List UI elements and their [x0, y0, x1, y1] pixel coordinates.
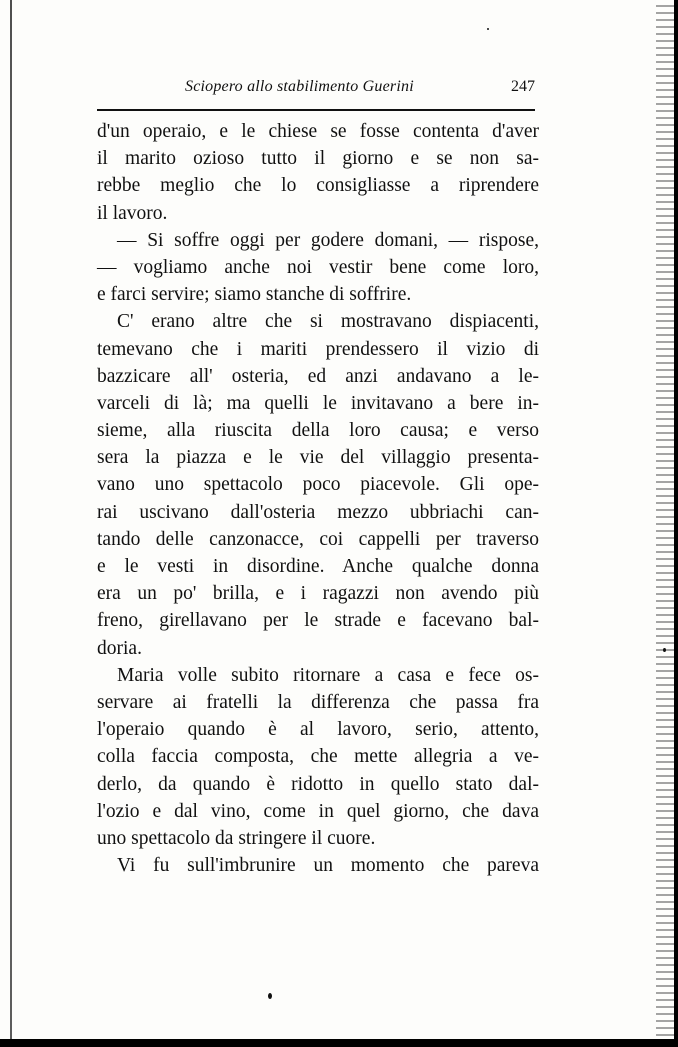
text-line: derlo, da quando è ridotto in quello stato dal-	[97, 773, 539, 795]
text-line: e farci servire; siamo stanche di soffrire.	[97, 284, 412, 306]
text-line: vano uno spettacolo poco piacevole. Gli ope-	[97, 474, 539, 496]
text-line: tando delle canzonacce, coi cappelli per traverso	[97, 528, 539, 550]
text-line: il marito ozioso tutto il giorno e se non sa-	[97, 148, 539, 170]
text-line: servare ai fratelli la differenza che passa fra	[97, 691, 539, 713]
page-number: 247	[511, 78, 535, 95]
text-line: e le vesti in disordine. Anche qualche donna	[97, 556, 539, 577]
text-line: l'operaio quando è al lavoro, serio, attento,	[97, 719, 539, 741]
scan-edge-bottom	[0, 1039, 678, 1047]
text-line: temevano che i mariti prendessero il vizio di	[97, 338, 539, 360]
text-line: colla faccia composta, che mette allegria a ve-	[97, 746, 539, 768]
text-line: sera la piazza e le vie del villaggio presenta-	[97, 447, 539, 469]
text-line: Maria volle subito ritornare a casa e fece os-	[117, 664, 539, 686]
text-line: C' erano altre che si mostravano dispiacenti,	[117, 311, 539, 333]
text-line: rebbe meglio che lo consigliasse a riprendere	[97, 175, 539, 197]
text-line: — vogliamo anche noi vestir bene come loro,	[97, 256, 539, 278]
text-line: l'ozio e dal vino, come in quel giorno, che dava	[97, 800, 539, 822]
ink-speck	[487, 28, 489, 30]
text-line: uno spettacolo da stringere il cuore.	[97, 827, 376, 849]
text-line: rai uscivano dall'osteria mezzo ubbriachi can-	[97, 501, 539, 523]
text-line: doria.	[97, 637, 142, 659]
text-line: varceli di là; ma quelli le invitavano a bere in-	[97, 392, 539, 414]
scan-edge-right-border	[674, 0, 678, 1047]
text-line: freno, girellavano per le strade e facevano bal-	[97, 610, 539, 632]
ink-speck	[268, 993, 272, 999]
text-line: d'un operaio, e le chiese se fosse contenta d'aver	[97, 121, 539, 142]
text-line: sieme, alla riuscita della loro causa; e verso	[97, 420, 539, 442]
body-text	[97, 118, 539, 879]
running-title: Sciopero allo stabilimento Guerini	[185, 78, 414, 95]
scan-edge-left	[10, 0, 12, 1047]
text-line: — Si soffre oggi per godere domani, — rispose,	[117, 229, 539, 251]
ink-speck	[663, 648, 666, 652]
page-header	[185, 78, 540, 102]
header-rule	[97, 109, 535, 111]
text-line: era un po' brilla, e i ragazzi non avendo più	[97, 583, 539, 605]
text-line: Vi fu sull'imbrunire un momento che pareva	[117, 855, 539, 877]
text-line: bazzicare all' osteria, ed anzi andavano a le-	[97, 365, 539, 387]
text-line: il lavoro.	[97, 202, 168, 224]
